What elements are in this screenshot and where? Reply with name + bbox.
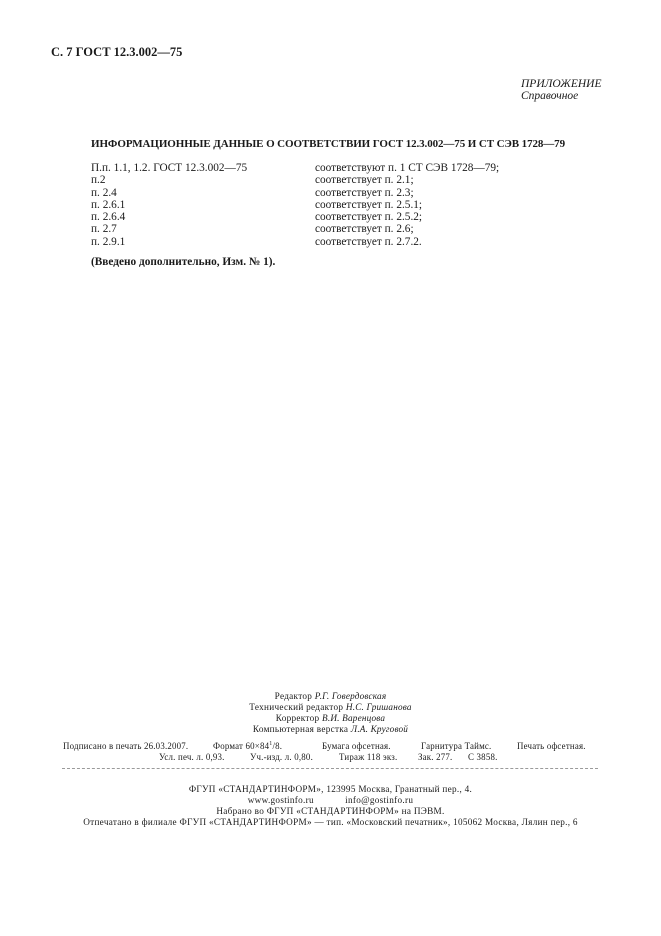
- sev-clause: соответствует п. 2.6;: [315, 223, 414, 236]
- sev-clause: соответствует п. 2.7.2.: [315, 235, 422, 248]
- credit-person: Н.С. Гришанова: [345, 702, 412, 712]
- gost-clause: п. 2.9.1: [91, 235, 126, 248]
- credit-role: Редактор: [274, 691, 313, 701]
- table-row: [91, 236, 499, 248]
- gost-clause: П.п. 1.1, 1.2. ГОСТ 12.3.002—75: [91, 162, 248, 174]
- credit-layout: [0, 724, 661, 735]
- gost-clause: п. 2.4: [91, 186, 117, 199]
- gost-clause: п.2: [91, 174, 106, 187]
- imprint-format: [213, 741, 282, 751]
- imprint-printing: Печать офсетная.: [517, 741, 586, 751]
- sev-clause: соответствует п. 2.3;: [315, 186, 414, 199]
- credit-proofreader: [0, 713, 661, 724]
- table-row: [91, 187, 499, 199]
- gost-clause: п. 2.6.4: [91, 211, 126, 224]
- credit-role: Технический редактор: [249, 702, 344, 712]
- publisher-address: ФГУП «СТАНДАРТИНФОРМ», 123995 Москва, Гранатный пер., 4.: [188, 784, 473, 794]
- publisher-contacts: [0, 795, 661, 806]
- gost-clause: п. 2.7: [91, 223, 117, 236]
- publisher-printed: Отпечатано в филиале ФГУП «СТАНДАРТИНФОРМ» — тип. «Московский печатник», 105062 Москва, Лялин пер., 6: [83, 817, 578, 827]
- publisher-info: [0, 784, 661, 828]
- table-row: [91, 162, 499, 174]
- table-row: [91, 174, 499, 186]
- correspondence-table: [91, 162, 499, 248]
- credit-person: Л.А. Круговой: [350, 724, 409, 734]
- running-header: С. 7 ГОСТ 12.3.002—75: [51, 45, 183, 59]
- table-row: [91, 223, 499, 235]
- sev-clause: соответствует п. 2.1;: [315, 174, 414, 187]
- credit-person: Р.Г. Говердовская: [314, 691, 387, 701]
- publisher-typeset: Набрано во ФГУП «СТАНДАРТИНФОРМ» на ПЭВМ.: [216, 806, 445, 816]
- appendix-label: ПРИЛОЖЕНИЕ: [521, 78, 602, 90]
- sev-clause: соответствует п. 2.5.1;: [315, 198, 423, 211]
- imprint-format-suffix: /8.: [272, 741, 283, 751]
- credit-role: Корректор: [275, 713, 320, 723]
- document-title: ИНФОРМАЦИОННЫЕ ДАННЫЕ О СООТВЕТСТВИИ ГОСТ 12.3.002—75 И СТ СЭВ 1728—79: [91, 138, 565, 150]
- imprint-paper: Бумага офсетная.: [322, 741, 391, 751]
- imprint-sheets: Усл. печ. л. 0,93.: [159, 752, 225, 762]
- imprint-order: Зак. 277.: [418, 752, 453, 762]
- editorial-credits: [0, 691, 661, 735]
- sev-clause: соответствуют п. 1 СТ СЭВ 1728—79;: [315, 162, 500, 174]
- imprint-format-sup: 1: [269, 741, 273, 747]
- credit-person: В.И. Варенцова: [322, 713, 386, 723]
- sev-clause: соответствует п. 2.5.2;: [315, 211, 423, 224]
- credit-editor: [0, 691, 661, 702]
- imprint-code: С 3858.: [468, 752, 498, 762]
- gost-clause: п. 2.6.1: [91, 198, 126, 211]
- imprint-copies: Тираж 118 экз.: [339, 752, 398, 762]
- amendment-note: (Введено дополнительно, Изм. № 1).: [91, 256, 276, 268]
- publisher-email: info@gostinfo.ru: [345, 795, 414, 805]
- imprint-edition-sheets: Уч.-изд. л. 0,80.: [250, 752, 313, 762]
- imprint-format-prefix: Формат 60×84: [213, 741, 270, 751]
- divider: [62, 768, 598, 769]
- table-row: [91, 211, 499, 223]
- credit-role: Компьютерная верстка: [252, 724, 349, 734]
- appendix-type: Справочное: [521, 90, 579, 102]
- publisher-site: www.gostinfo.ru: [247, 795, 314, 805]
- table-row: [91, 199, 499, 211]
- credit-tech-editor: [0, 702, 661, 713]
- imprint-typeface: Гарнитура Таймс.: [421, 741, 492, 751]
- imprint-signed: Подписано в печать 26.03.2007.: [63, 741, 189, 751]
